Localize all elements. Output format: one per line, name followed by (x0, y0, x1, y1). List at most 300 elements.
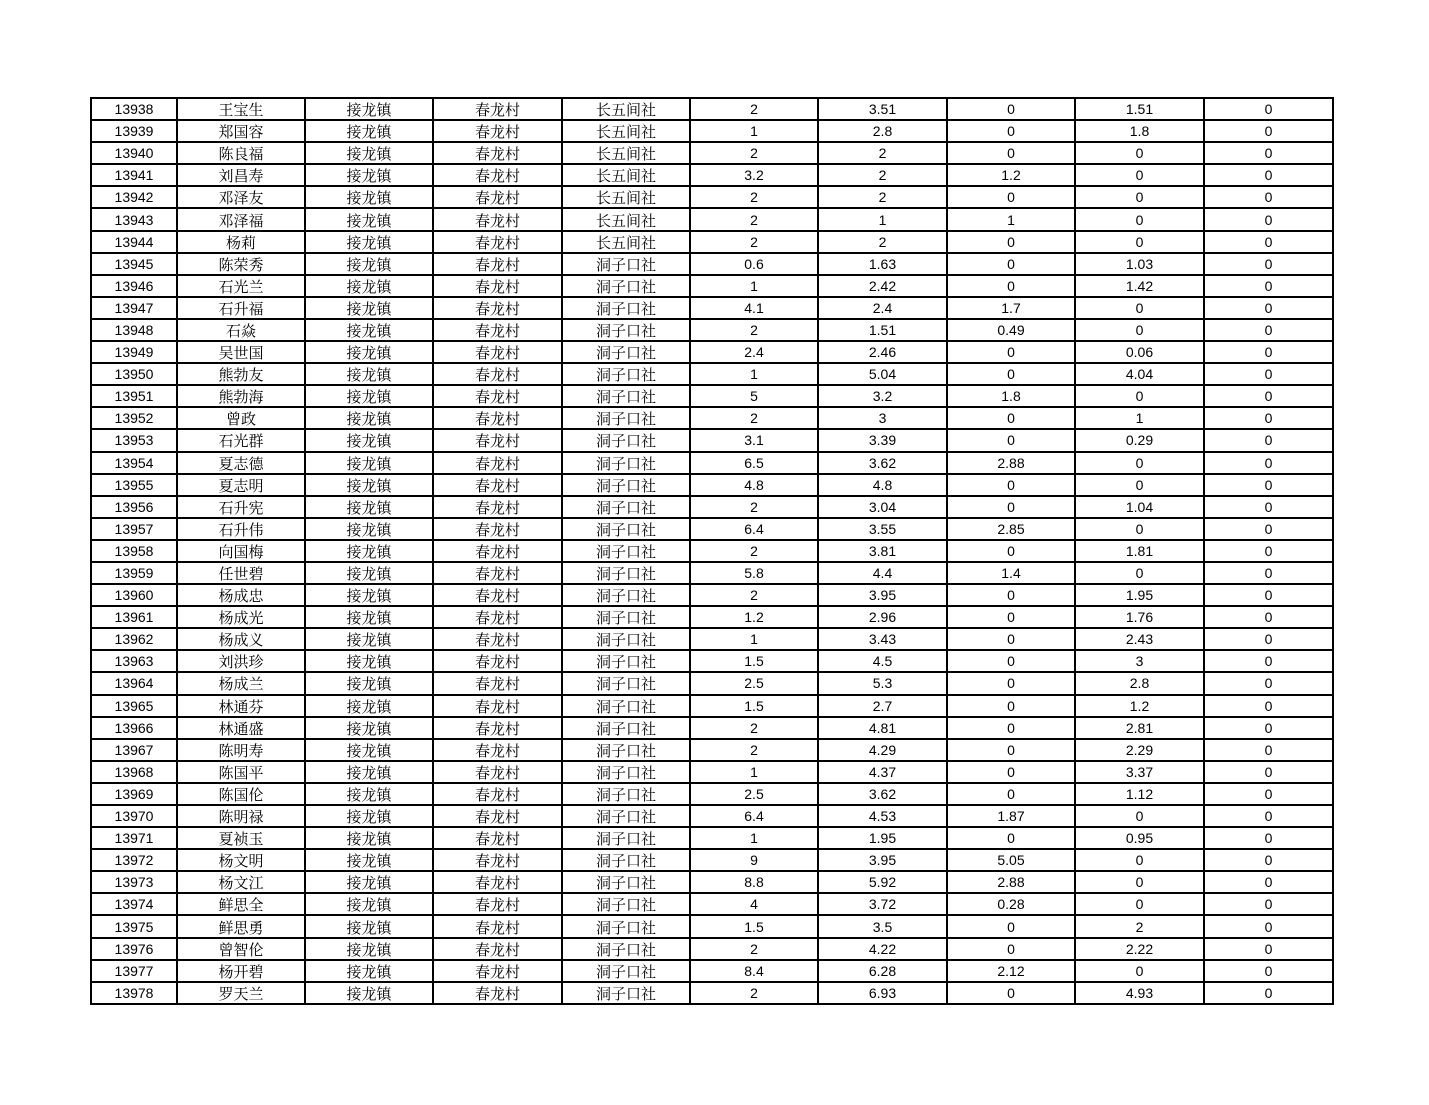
group-cell: 洞子口社 (562, 783, 690, 805)
group-cell: 长五间社 (562, 186, 690, 208)
value-e-cell: 0 (1204, 253, 1333, 275)
value-a-cell: 3.1 (690, 429, 818, 451)
id-cell: 13962 (91, 628, 177, 650)
value-e-cell: 0 (1204, 319, 1333, 341)
name-cell: 林通盛 (177, 717, 305, 739)
village-cell: 春龙村 (433, 452, 562, 474)
name-cell: 石升福 (177, 297, 305, 319)
value-b-cell: 2 (818, 164, 947, 186)
id-cell: 13954 (91, 452, 177, 474)
value-c-cell: 0 (947, 761, 1075, 783)
group-cell: 洞子口社 (562, 805, 690, 827)
value-e-cell: 0 (1204, 717, 1333, 739)
group-cell: 洞子口社 (562, 540, 690, 562)
village-cell: 春龙村 (433, 407, 562, 429)
table-row (91, 208, 1333, 230)
table-row (91, 915, 1333, 937)
table-row (91, 407, 1333, 429)
value-a-cell: 1 (690, 761, 818, 783)
value-d-cell: 1.12 (1075, 783, 1204, 805)
town-cell: 接龙镇 (305, 849, 433, 871)
group-cell: 长五间社 (562, 142, 690, 164)
table-row (91, 275, 1333, 297)
value-c-cell: 0 (947, 672, 1075, 694)
id-cell: 13948 (91, 319, 177, 341)
name-cell: 邓泽友 (177, 186, 305, 208)
value-c-cell: 0 (947, 496, 1075, 518)
value-a-cell: 2.5 (690, 783, 818, 805)
value-c-cell: 1.8 (947, 385, 1075, 407)
table-row (91, 452, 1333, 474)
town-cell: 接龙镇 (305, 341, 433, 363)
table-row (91, 606, 1333, 628)
value-d-cell: 0.06 (1075, 341, 1204, 363)
table-row (91, 540, 1333, 562)
table-row (91, 783, 1333, 805)
value-c-cell: 0 (947, 606, 1075, 628)
id-cell: 13967 (91, 739, 177, 761)
name-cell: 陈荣秀 (177, 253, 305, 275)
value-d-cell: 0 (1075, 474, 1204, 496)
value-a-cell: 2 (690, 186, 818, 208)
name-cell: 刘昌寿 (177, 164, 305, 186)
name-cell: 熊勃友 (177, 363, 305, 385)
value-b-cell: 3.72 (818, 893, 947, 915)
id-cell: 13977 (91, 960, 177, 982)
value-e-cell: 0 (1204, 805, 1333, 827)
value-d-cell: 1.03 (1075, 253, 1204, 275)
town-cell: 接龙镇 (305, 452, 433, 474)
town-cell: 接龙镇 (305, 960, 433, 982)
value-a-cell: 2.5 (690, 672, 818, 694)
value-c-cell: 0 (947, 695, 1075, 717)
name-cell: 鲜思全 (177, 893, 305, 915)
value-b-cell: 4.22 (818, 938, 947, 960)
id-cell: 13942 (91, 186, 177, 208)
group-cell: 洞子口社 (562, 319, 690, 341)
id-cell: 13970 (91, 805, 177, 827)
value-e-cell: 0 (1204, 385, 1333, 407)
name-cell: 王宝生 (177, 98, 305, 120)
village-cell: 春龙村 (433, 186, 562, 208)
value-b-cell: 3.43 (818, 628, 947, 650)
value-d-cell: 2.81 (1075, 717, 1204, 739)
value-c-cell: 0 (947, 474, 1075, 496)
id-cell: 13952 (91, 407, 177, 429)
id-cell: 13969 (91, 783, 177, 805)
name-cell: 夏祯玉 (177, 827, 305, 849)
value-e-cell: 0 (1204, 496, 1333, 518)
value-e-cell: 0 (1204, 695, 1333, 717)
table-row (91, 164, 1333, 186)
value-d-cell: 2.8 (1075, 672, 1204, 694)
table-row (91, 584, 1333, 606)
name-cell: 熊勃海 (177, 385, 305, 407)
name-cell: 杨成义 (177, 628, 305, 650)
value-d-cell: 1.2 (1075, 695, 1204, 717)
id-cell: 13959 (91, 562, 177, 584)
value-d-cell: 0.29 (1075, 429, 1204, 451)
name-cell: 杨文明 (177, 849, 305, 871)
value-d-cell: 0 (1075, 164, 1204, 186)
town-cell: 接龙镇 (305, 562, 433, 584)
value-c-cell: 0 (947, 540, 1075, 562)
group-cell: 洞子口社 (562, 739, 690, 761)
value-b-cell: 2 (818, 231, 947, 253)
value-e-cell: 0 (1204, 231, 1333, 253)
value-a-cell: 1 (690, 120, 818, 142)
name-cell: 罗天兰 (177, 982, 305, 1004)
town-cell: 接龙镇 (305, 98, 433, 120)
name-cell: 向国梅 (177, 540, 305, 562)
table-row (91, 960, 1333, 982)
name-cell: 杨成兰 (177, 672, 305, 694)
value-b-cell: 3.39 (818, 429, 947, 451)
value-d-cell: 0 (1075, 319, 1204, 341)
value-d-cell: 1.04 (1075, 496, 1204, 518)
value-a-cell: 4 (690, 893, 818, 915)
town-cell: 接龙镇 (305, 761, 433, 783)
village-cell: 春龙村 (433, 960, 562, 982)
table-row (91, 849, 1333, 871)
village-cell: 春龙村 (433, 915, 562, 937)
value-a-cell: 3.2 (690, 164, 818, 186)
town-cell: 接龙镇 (305, 584, 433, 606)
name-cell: 夏志明 (177, 474, 305, 496)
value-c-cell: 5.05 (947, 849, 1075, 871)
table-row (91, 474, 1333, 496)
value-c-cell: 1 (947, 208, 1075, 230)
table-body (91, 98, 1333, 1004)
table-row (91, 805, 1333, 827)
id-cell: 13940 (91, 142, 177, 164)
town-cell: 接龙镇 (305, 540, 433, 562)
value-b-cell: 3.51 (818, 98, 947, 120)
village-cell: 春龙村 (433, 783, 562, 805)
value-e-cell: 0 (1204, 275, 1333, 297)
name-cell: 陈国平 (177, 761, 305, 783)
table-row (91, 319, 1333, 341)
table-row (91, 253, 1333, 275)
value-a-cell: 2 (690, 982, 818, 1004)
group-cell: 洞子口社 (562, 496, 690, 518)
id-cell: 13968 (91, 761, 177, 783)
group-cell: 长五间社 (562, 208, 690, 230)
value-c-cell: 0 (947, 739, 1075, 761)
value-a-cell: 1.2 (690, 606, 818, 628)
town-cell: 接龙镇 (305, 871, 433, 893)
name-cell: 杨开碧 (177, 960, 305, 982)
village-cell: 春龙村 (433, 982, 562, 1004)
value-b-cell: 5.04 (818, 363, 947, 385)
village-cell: 春龙村 (433, 584, 562, 606)
id-cell: 13966 (91, 717, 177, 739)
value-b-cell: 1.51 (818, 319, 947, 341)
value-e-cell: 0 (1204, 474, 1333, 496)
table-row (91, 518, 1333, 540)
value-d-cell: 0 (1075, 208, 1204, 230)
name-cell: 陈良福 (177, 142, 305, 164)
value-e-cell: 0 (1204, 960, 1333, 982)
group-cell: 洞子口社 (562, 297, 690, 319)
town-cell: 接龙镇 (305, 606, 433, 628)
group-cell: 洞子口社 (562, 893, 690, 915)
town-cell: 接龙镇 (305, 695, 433, 717)
table-row (91, 982, 1333, 1004)
value-d-cell: 4.93 (1075, 982, 1204, 1004)
group-cell: 洞子口社 (562, 672, 690, 694)
value-d-cell: 0.95 (1075, 827, 1204, 849)
value-b-cell: 5.92 (818, 871, 947, 893)
value-a-cell: 4.1 (690, 297, 818, 319)
value-a-cell: 1 (690, 827, 818, 849)
town-cell: 接龙镇 (305, 186, 433, 208)
value-d-cell: 1 (1075, 407, 1204, 429)
group-cell: 长五间社 (562, 120, 690, 142)
value-a-cell: 2 (690, 142, 818, 164)
id-cell: 13939 (91, 120, 177, 142)
town-cell: 接龙镇 (305, 805, 433, 827)
name-cell: 石光群 (177, 429, 305, 451)
name-cell: 郑国容 (177, 120, 305, 142)
table-row (91, 231, 1333, 253)
group-cell: 长五间社 (562, 231, 690, 253)
value-d-cell: 4.04 (1075, 363, 1204, 385)
id-cell: 13972 (91, 849, 177, 871)
group-cell: 洞子口社 (562, 253, 690, 275)
group-cell: 长五间社 (562, 98, 690, 120)
value-b-cell: 4.53 (818, 805, 947, 827)
name-cell: 曾智伦 (177, 938, 305, 960)
value-d-cell: 0 (1075, 805, 1204, 827)
table-row (91, 650, 1333, 672)
table-row (91, 98, 1333, 120)
value-c-cell: 1.2 (947, 164, 1075, 186)
value-a-cell: 5.8 (690, 562, 818, 584)
name-cell: 吴世国 (177, 341, 305, 363)
group-cell: 洞子口社 (562, 606, 690, 628)
group-cell: 洞子口社 (562, 982, 690, 1004)
value-d-cell: 1.76 (1075, 606, 1204, 628)
name-cell: 夏志德 (177, 452, 305, 474)
value-c-cell: 0 (947, 650, 1075, 672)
name-cell: 陈国伦 (177, 783, 305, 805)
value-e-cell: 0 (1204, 341, 1333, 363)
table-row (91, 385, 1333, 407)
value-b-cell: 6.93 (818, 982, 947, 1004)
village-cell: 春龙村 (433, 496, 562, 518)
value-b-cell: 3 (818, 407, 947, 429)
data-sheet (90, 97, 1332, 1005)
value-c-cell: 0 (947, 253, 1075, 275)
value-a-cell: 2.4 (690, 341, 818, 363)
village-cell: 春龙村 (433, 739, 562, 761)
value-d-cell: 3.37 (1075, 761, 1204, 783)
value-d-cell: 1.81 (1075, 540, 1204, 562)
id-cell: 13949 (91, 341, 177, 363)
village-cell: 春龙村 (433, 164, 562, 186)
value-d-cell: 0 (1075, 297, 1204, 319)
value-d-cell: 0 (1075, 186, 1204, 208)
value-e-cell: 0 (1204, 628, 1333, 650)
town-cell: 接龙镇 (305, 672, 433, 694)
village-cell: 春龙村 (433, 319, 562, 341)
value-d-cell: 2.22 (1075, 938, 1204, 960)
name-cell: 石升伟 (177, 518, 305, 540)
town-cell: 接龙镇 (305, 650, 433, 672)
value-e-cell: 0 (1204, 363, 1333, 385)
value-d-cell: 0 (1075, 871, 1204, 893)
table-row (91, 496, 1333, 518)
village-cell: 春龙村 (433, 253, 562, 275)
town-cell: 接龙镇 (305, 363, 433, 385)
value-a-cell: 1.5 (690, 695, 818, 717)
value-b-cell: 3.5 (818, 915, 947, 937)
value-d-cell: 0 (1075, 960, 1204, 982)
value-a-cell: 1 (690, 628, 818, 650)
value-a-cell: 2 (690, 98, 818, 120)
value-a-cell: 4.8 (690, 474, 818, 496)
village-cell: 春龙村 (433, 385, 562, 407)
value-c-cell: 0 (947, 628, 1075, 650)
value-e-cell: 0 (1204, 938, 1333, 960)
value-a-cell: 0.6 (690, 253, 818, 275)
value-c-cell: 1.87 (947, 805, 1075, 827)
town-cell: 接龙镇 (305, 429, 433, 451)
value-b-cell: 3.62 (818, 452, 947, 474)
value-a-cell: 1.5 (690, 915, 818, 937)
town-cell: 接龙镇 (305, 474, 433, 496)
village-cell: 春龙村 (433, 120, 562, 142)
town-cell: 接龙镇 (305, 385, 433, 407)
village-cell: 春龙村 (433, 518, 562, 540)
town-cell: 接龙镇 (305, 496, 433, 518)
value-e-cell: 0 (1204, 540, 1333, 562)
value-d-cell: 2.43 (1075, 628, 1204, 650)
id-cell: 13951 (91, 385, 177, 407)
value-c-cell: 0 (947, 363, 1075, 385)
id-cell: 13946 (91, 275, 177, 297)
table-row (91, 628, 1333, 650)
value-c-cell: 0 (947, 429, 1075, 451)
value-e-cell: 0 (1204, 584, 1333, 606)
id-cell: 13947 (91, 297, 177, 319)
group-cell: 洞子口社 (562, 849, 690, 871)
value-b-cell: 6.28 (818, 960, 947, 982)
village-cell: 春龙村 (433, 275, 562, 297)
value-b-cell: 1.95 (818, 827, 947, 849)
value-c-cell: 2.88 (947, 452, 1075, 474)
table-row (91, 341, 1333, 363)
value-a-cell: 8.4 (690, 960, 818, 982)
value-a-cell: 6.4 (690, 518, 818, 540)
name-cell: 杨文江 (177, 871, 305, 893)
town-cell: 接龙镇 (305, 982, 433, 1004)
value-d-cell: 0 (1075, 562, 1204, 584)
id-cell: 13964 (91, 672, 177, 694)
table-row (91, 672, 1333, 694)
value-c-cell: 1.4 (947, 562, 1075, 584)
id-cell: 13943 (91, 208, 177, 230)
village-cell: 春龙村 (433, 231, 562, 253)
town-cell: 接龙镇 (305, 275, 433, 297)
town-cell: 接龙镇 (305, 164, 433, 186)
village-cell: 春龙村 (433, 717, 562, 739)
value-c-cell: 0 (947, 231, 1075, 253)
value-c-cell: 0 (947, 142, 1075, 164)
name-cell: 杨成忠 (177, 584, 305, 606)
id-cell: 13974 (91, 893, 177, 915)
value-e-cell: 0 (1204, 518, 1333, 540)
value-b-cell: 1 (818, 208, 947, 230)
value-a-cell: 2 (690, 717, 818, 739)
id-cell: 13945 (91, 253, 177, 275)
value-d-cell: 0 (1075, 452, 1204, 474)
village-cell: 春龙村 (433, 606, 562, 628)
group-cell: 洞子口社 (562, 960, 690, 982)
id-cell: 13973 (91, 871, 177, 893)
value-c-cell: 1.7 (947, 297, 1075, 319)
value-b-cell: 3.62 (818, 783, 947, 805)
group-cell: 洞子口社 (562, 385, 690, 407)
town-cell: 接龙镇 (305, 407, 433, 429)
value-b-cell: 3.55 (818, 518, 947, 540)
name-cell: 石焱 (177, 319, 305, 341)
value-a-cell: 2 (690, 584, 818, 606)
table-row (91, 186, 1333, 208)
village-cell: 春龙村 (433, 672, 562, 694)
id-cell: 13963 (91, 650, 177, 672)
village-cell: 春龙村 (433, 761, 562, 783)
group-cell: 洞子口社 (562, 827, 690, 849)
group-cell: 洞子口社 (562, 275, 690, 297)
value-c-cell: 0.28 (947, 893, 1075, 915)
value-e-cell: 0 (1204, 915, 1333, 937)
value-d-cell: 0 (1075, 385, 1204, 407)
value-b-cell: 2.8 (818, 120, 947, 142)
value-a-cell: 9 (690, 849, 818, 871)
town-cell: 接龙镇 (305, 231, 433, 253)
group-cell: 洞子口社 (562, 938, 690, 960)
data-table (90, 97, 1334, 1005)
name-cell: 杨成光 (177, 606, 305, 628)
value-e-cell: 0 (1204, 827, 1333, 849)
value-e-cell: 0 (1204, 982, 1333, 1004)
name-cell: 邓泽福 (177, 208, 305, 230)
village-cell: 春龙村 (433, 650, 562, 672)
town-cell: 接龙镇 (305, 253, 433, 275)
table-row (91, 893, 1333, 915)
id-cell: 13958 (91, 540, 177, 562)
table-row (91, 363, 1333, 385)
town-cell: 接龙镇 (305, 827, 433, 849)
value-a-cell: 6.4 (690, 805, 818, 827)
value-b-cell: 4.4 (818, 562, 947, 584)
name-cell: 任世碧 (177, 562, 305, 584)
value-b-cell: 4.5 (818, 650, 947, 672)
value-a-cell: 6.5 (690, 452, 818, 474)
id-cell: 13961 (91, 606, 177, 628)
value-b-cell: 3.2 (818, 385, 947, 407)
value-e-cell: 0 (1204, 783, 1333, 805)
group-cell: 洞子口社 (562, 452, 690, 474)
value-c-cell: 0 (947, 827, 1075, 849)
id-cell: 13957 (91, 518, 177, 540)
village-cell: 春龙村 (433, 805, 562, 827)
value-c-cell: 0 (947, 938, 1075, 960)
value-e-cell: 0 (1204, 429, 1333, 451)
value-b-cell: 5.3 (818, 672, 947, 694)
